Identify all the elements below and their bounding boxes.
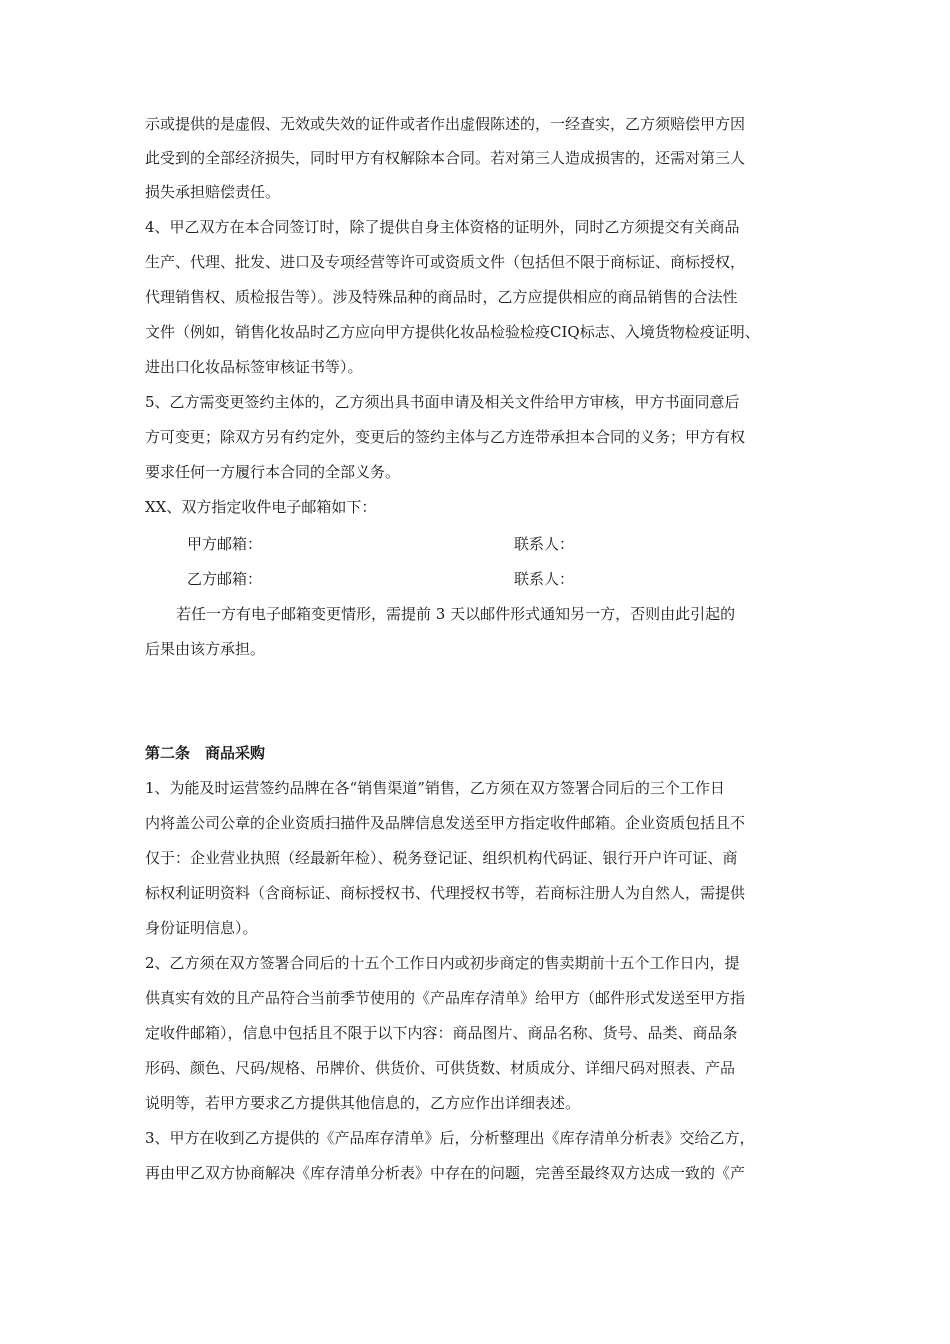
paragraph-line: 形码、颜色、尺码/规格、吊牌价、供货价、可供货数、材质成分、详细尺码对照表、产品 [145,1059,736,1077]
paragraph-line: 内将盖公司公章的企业资质扫描件及品牌信息发送至甲方指定收件邮箱。企业资质包括且不 [145,814,746,832]
party-a-contact-label: 联系人： [514,535,575,553]
paragraph-line: 标权利证明资料（含商标证、商标授权书、代理授权书等，若商标注册人为自然人，需提供 [145,884,746,902]
paragraph-line: 若任一方有电子邮箱变更情形，需提前 3 天以邮件形式通知另一方，否则由此引起的 [176,605,736,623]
paragraph-line: 4、甲乙双方在本合同签订时，除了提供自身主体资格的证明外，同时乙方须提交有关商品 [145,218,740,236]
party-b-email-label: 乙方邮箱： [187,570,263,588]
paragraph-line: 后果由该方承担。 [145,640,266,658]
paragraph-line: 文件（例如，销售化妆品时乙方应向甲方提供化妆品检验检疫CIQ标志、入境货物检疫证明、 [145,323,760,341]
section-heading: 第二条 商品采购 [145,744,266,762]
party-a-email-label: 甲方邮箱： [187,535,263,553]
paragraph-line: 1、为能及时运营签约品牌在各“销售渠道”销售，乙方须在双方签署合同后的三个工作日 [145,779,725,797]
party-b-contact-label: 联系人： [514,570,575,588]
paragraph-line: XX、双方指定收件电子邮箱如下： [145,498,377,516]
paragraph-line: 代理销售权、质检报告等）。涉及特殊品种的商品时，乙方应提供相应的商品销售的合法性 [145,288,738,306]
paragraph-line: 定收件邮箱），信息中包括且不限于以下内容：商品图片、商品名称、货号、品类、商品条 [145,1024,738,1042]
paragraph-line: 示或提供的是虚假、无效或失效的证件或者作出虚假陈述的，一经查实，乙方须赔偿甲方因 [145,115,746,133]
paragraph-line: 说明等，若甲方要求乙方提供其他信息的，乙方应作出详细表述。 [145,1094,581,1112]
paragraph-line: 身份证明信息）。 [145,919,258,937]
paragraph-line: 3、甲方在收到乙方提供的《产品库存清单》后，分析整理出《库存清单分析表》交给乙方， [145,1129,755,1147]
paragraph-line: 供真实有效的且产品符合当前季节使用的《产品库存清单》给甲方（邮件形式发送至甲方指 [145,989,746,1007]
paragraph-line: 此受到的全部经济损失，同时甲方有权解除本合同。若对第三人造成损害的，还需对第三人 [145,149,746,167]
paragraph-line: 要求任何一方履行本合同的全部义务。 [145,463,401,481]
paragraph-line: 损失承担赔偿责任。 [145,183,281,201]
paragraph-line: 进出口化妆品标签审核证书等）。 [145,358,363,376]
paragraph-line: 生产、代理、批发、进口及专项经营等许可或资质文件（包括但不限于商标证、商标授权， [145,253,746,271]
paragraph-line: 方可变更；除双方另有约定外，变更后的签约主体与乙方连带承担本合同的义务；甲方有权 [145,428,746,446]
paragraph-line: 再由甲乙双方协商解决《库存清单分析表》中存在的问题，完善至最终双方达成一致的《产 [145,1164,746,1182]
paragraph-line: 仅于：企业营业执照（经最新年检）、税务登记证、组织机构代码证、银行开户许可证、商 [145,849,738,867]
paragraph-line: 2、乙方须在双方签署合同后的十五个工作日内或初步商定的售卖期前十五个工作日内，提 [145,954,740,972]
paragraph-line: 5、乙方需变更签约主体的，乙方须出具书面申请及相关文件给甲方审核，甲方书面同意后 [145,393,740,411]
